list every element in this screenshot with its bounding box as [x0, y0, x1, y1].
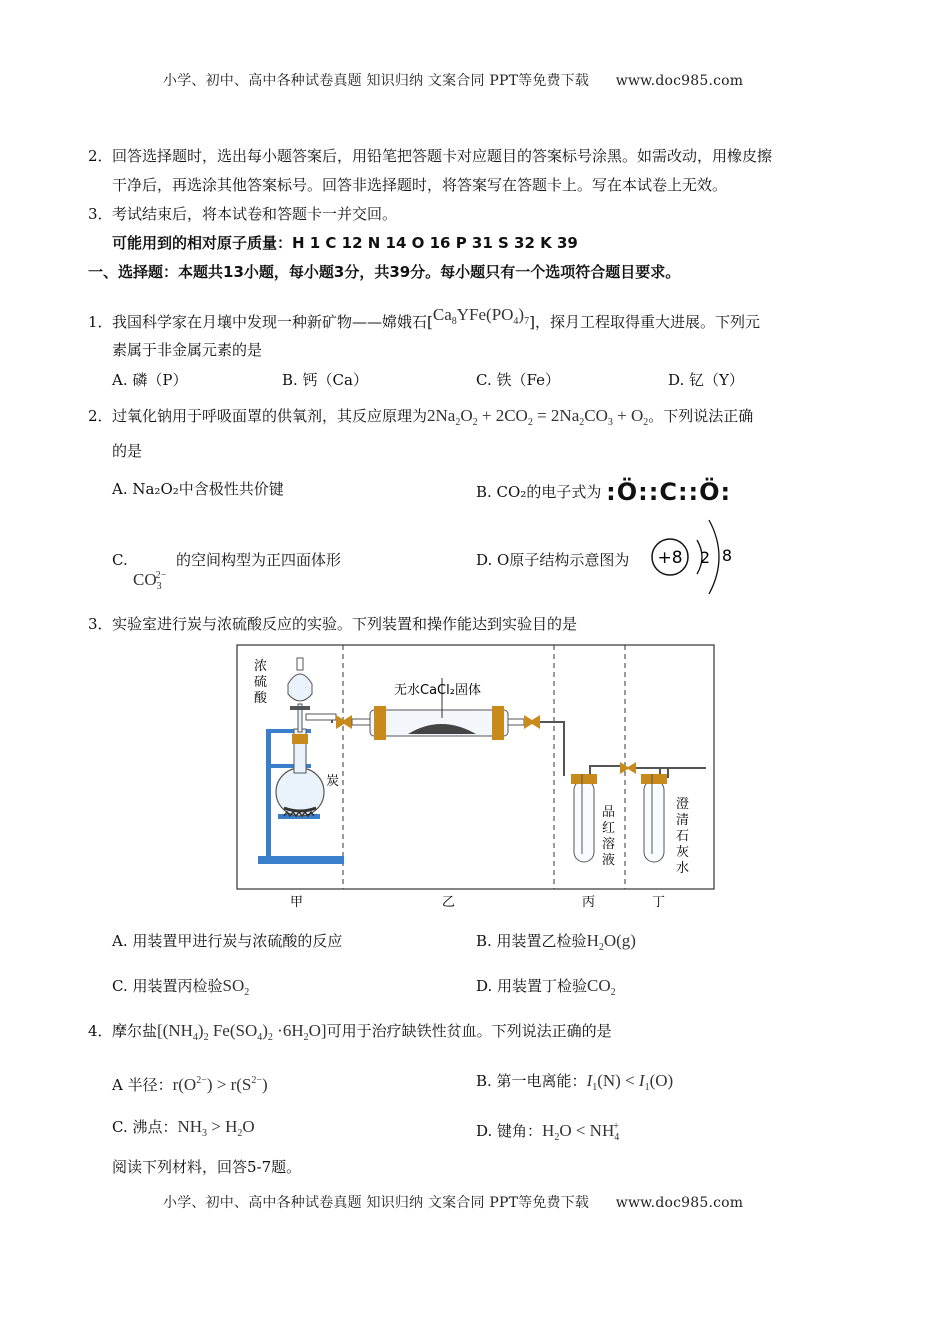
stand-base: [258, 856, 344, 864]
mohr-salt-formula: [$(NH_4)_2$ $Fe(SO_4)_2 \cdot 6H_2O$]: [157, 1021, 327, 1043]
delivery-tube-2: [540, 722, 564, 776]
radius-comparison: $r(O^{2-}) > r(S^{2-})$: [172, 1075, 268, 1094]
q2-option-b-text: B. CO₂的电子式为: [476, 483, 602, 501]
q1-option-b: B. 钙（Ca）: [282, 371, 368, 389]
so2-formula: $SO_2$: [222, 976, 250, 998]
bond-angle-comparison: $H_2O < NH_4^+$: [542, 1121, 620, 1143]
question-2: [88, 406, 753, 433]
label-lime-1: 澄: [676, 797, 690, 812]
tube-bing-stopper: [571, 774, 597, 784]
q2-stem-line2: 的是: [112, 442, 143, 460]
shell-2-arc: [709, 520, 719, 594]
ding-outlet-tube: [660, 768, 706, 774]
section-1-heading: 一、选择题：本题共13小题，每小题3分，共39分。每小题只有一个选项符合题目要求。: [88, 263, 681, 281]
q3-option-b-text: B. 用装置乙检验: [476, 932, 587, 950]
separatory-funnel: [288, 674, 312, 701]
label-pinhong-2: 红: [602, 821, 616, 836]
question-4: [88, 1021, 612, 1048]
co2-electron-formula: :Ö::C::Ö:: [606, 478, 732, 506]
label-pinhong-3: 溶: [602, 837, 616, 852]
shell-1-electrons: 2: [699, 548, 711, 567]
q4-option-b: [476, 1071, 673, 1098]
q3-stem: 实验室进行炭与浓硫酸反应的实验。下列装置和操作能达到实验目的是: [112, 615, 578, 633]
reading-instruction: 阅读下列材料，回答5-7题。: [112, 1158, 302, 1176]
note-2: [88, 146, 772, 166]
q4-option-a: [112, 1071, 268, 1095]
note-3-line: 考试结束后，将本试卷和答题卡一并交回。: [112, 205, 398, 223]
funnel-stopcock: [290, 706, 310, 710]
q2-option-b: [476, 478, 732, 506]
q3-num: 3．: [88, 615, 113, 633]
footer-site: www.doc985.com: [615, 1195, 744, 1211]
label-acid-3: 酸: [254, 691, 268, 706]
header-text: 小学、初中、高中各种试卷真题 知识归纳 文案合同 PPT等免费下载: [163, 73, 590, 89]
q3-option-a: A. 用装置甲进行炭与浓硫酸的反应: [112, 932, 343, 950]
label-lime-5: 水: [676, 861, 690, 876]
atomic-masses: 可能用到的相对原子质量：H 1 C 12 N 14 O 16 P 31 S 32 K 39: [112, 234, 578, 252]
q4-option-d-text: D. 键角：: [476, 1122, 543, 1140]
drying-tube-stopper-right: [492, 706, 504, 740]
rubber-connector-1: [336, 715, 352, 729]
q2-stem-a: 过氧化钠用于呼吸面罩的供氧剂，其反应原理为: [112, 407, 428, 425]
label-acid-1: 浓: [254, 659, 268, 674]
label-lime-2: 清: [676, 813, 690, 828]
label-lime-4: 灰: [676, 845, 690, 860]
shell-2-electrons: 8: [721, 546, 733, 565]
q4-option-c-text: C. 沸点：: [112, 1118, 178, 1136]
note-2-line1: 回答选择题时，选出每小题答案后，用铅笔把答题卡对应题目的答案标号涂黑。如需改动，用橡皮擦: [112, 147, 773, 165]
q1-num: 1．: [88, 313, 113, 331]
note-2-line2: 干净后，再选涂其他答案标号。回答非选择题时，将答案写在答题卡上。写在本试卷上无效。: [112, 176, 728, 194]
q1-stem-a: 我国科学家在月壤中发现一种新矿物——嫦娥石[: [112, 313, 433, 331]
label-pinhong-4: 液: [602, 853, 616, 868]
page-footer: [163, 1192, 743, 1212]
funnel-stopper: [297, 658, 303, 670]
q3-option-c-text: C. 用装置丙检验: [112, 977, 223, 995]
q3-option-c: [112, 976, 249, 1003]
tube-ding-stopper: [641, 774, 667, 784]
q4-option-d: [476, 1117, 619, 1148]
apparatus-figure: [236, 644, 716, 914]
label-carbon: 炭: [326, 774, 340, 789]
section-yi: 乙: [442, 895, 456, 910]
q2-option-c-pre: C.: [112, 551, 128, 569]
q4-num: 4．: [88, 1022, 113, 1040]
q4-option-c: [112, 1117, 255, 1144]
co2-formula: $CO_2$: [587, 976, 616, 998]
drying-tube-stopper-left: [374, 706, 386, 740]
note-3-num: 3．: [88, 205, 113, 223]
section-bing: 丙: [582, 895, 596, 910]
test-tube-bing: [574, 780, 594, 862]
q2-num: 2．: [88, 407, 113, 425]
header-site: www.doc985.com: [615, 73, 744, 89]
label-pinhong-1: 品: [602, 805, 616, 820]
q4-stem-b: 可用于治疗缺铁性贫血。下列说法正确的是: [326, 1022, 612, 1040]
q2-option-d-text: D. O原子结构示意图为: [476, 551, 630, 569]
tube-joint-1: [352, 719, 370, 725]
q1-option-c: C. 铁（Fe）: [476, 371, 560, 389]
footer-text: 小学、初中、高中各种试卷真题 知识归纳 文案合同 PPT等免费下载: [163, 1195, 590, 1211]
q1-option-d: D. 钇（Y）: [668, 371, 744, 389]
nucleus-charge: +8: [657, 548, 683, 568]
q3-option-b: [476, 931, 636, 958]
note-2-num: 2．: [88, 147, 113, 165]
label-lime-3: 石: [676, 829, 690, 844]
side-arm: [306, 714, 336, 720]
flask-stopper: [292, 734, 308, 744]
q2-equation: $2Na_2O_2 + 2CO_2 = 2Na_2CO_3 + O_2$: [427, 406, 649, 428]
test-tube-ding: [644, 780, 664, 862]
q2-stem-b: 。下列说法正确: [648, 407, 754, 425]
rubber-connector-2: [524, 715, 540, 729]
q1-formula: $Ca_8YFe(PO_4)_7$: [432, 305, 530, 327]
ionization-comparison: $I_1(N) < I_1(O)$: [586, 1071, 674, 1093]
round-flask: [276, 768, 324, 816]
question-3: [88, 614, 577, 634]
carbonate-formula: $CO_3^{2-}$: [133, 570, 167, 592]
label-acid-2: 硫: [254, 675, 268, 690]
page-header: [163, 70, 743, 90]
q3-option-d-text: D. 用装置丁检验: [476, 977, 588, 995]
q2-option-a: A. Na₂O₂中含极性共价键: [112, 480, 284, 498]
q3-option-d: [476, 976, 616, 1003]
tube-joint-2: [508, 719, 524, 725]
section-jia: 甲: [290, 895, 304, 910]
rubber-connector-3: [620, 762, 636, 774]
q4-stem-a: 摩尔盐: [112, 1022, 158, 1040]
water-gas-formula: $H_2O(g)$: [586, 931, 636, 953]
question-1: [88, 305, 760, 339]
label-cacl2: 无水CaCl₂固体: [394, 683, 481, 698]
q2-option-c-text: 的空间构型为正四面体形: [176, 551, 342, 569]
q1-stem-b: ]，探月工程取得重大进展。下列元: [529, 313, 760, 331]
q1-option-a: A. 磷（P）: [112, 371, 188, 389]
stand-rod: [266, 729, 271, 857]
bing-outlet-tube: [590, 766, 620, 774]
oxygen-atom-diagram: [645, 512, 735, 602]
q1-stem-line2: 素属于非金属元素的是: [112, 341, 263, 359]
boiling-point-comparison: $NH_3 > H_2O$: [177, 1117, 255, 1139]
section-ding: 丁: [652, 895, 666, 910]
note-3: [88, 204, 397, 224]
q4-option-b-text: B. 第一电离能：: [476, 1072, 587, 1090]
q4-option-a-text: A 半径：: [112, 1076, 173, 1094]
